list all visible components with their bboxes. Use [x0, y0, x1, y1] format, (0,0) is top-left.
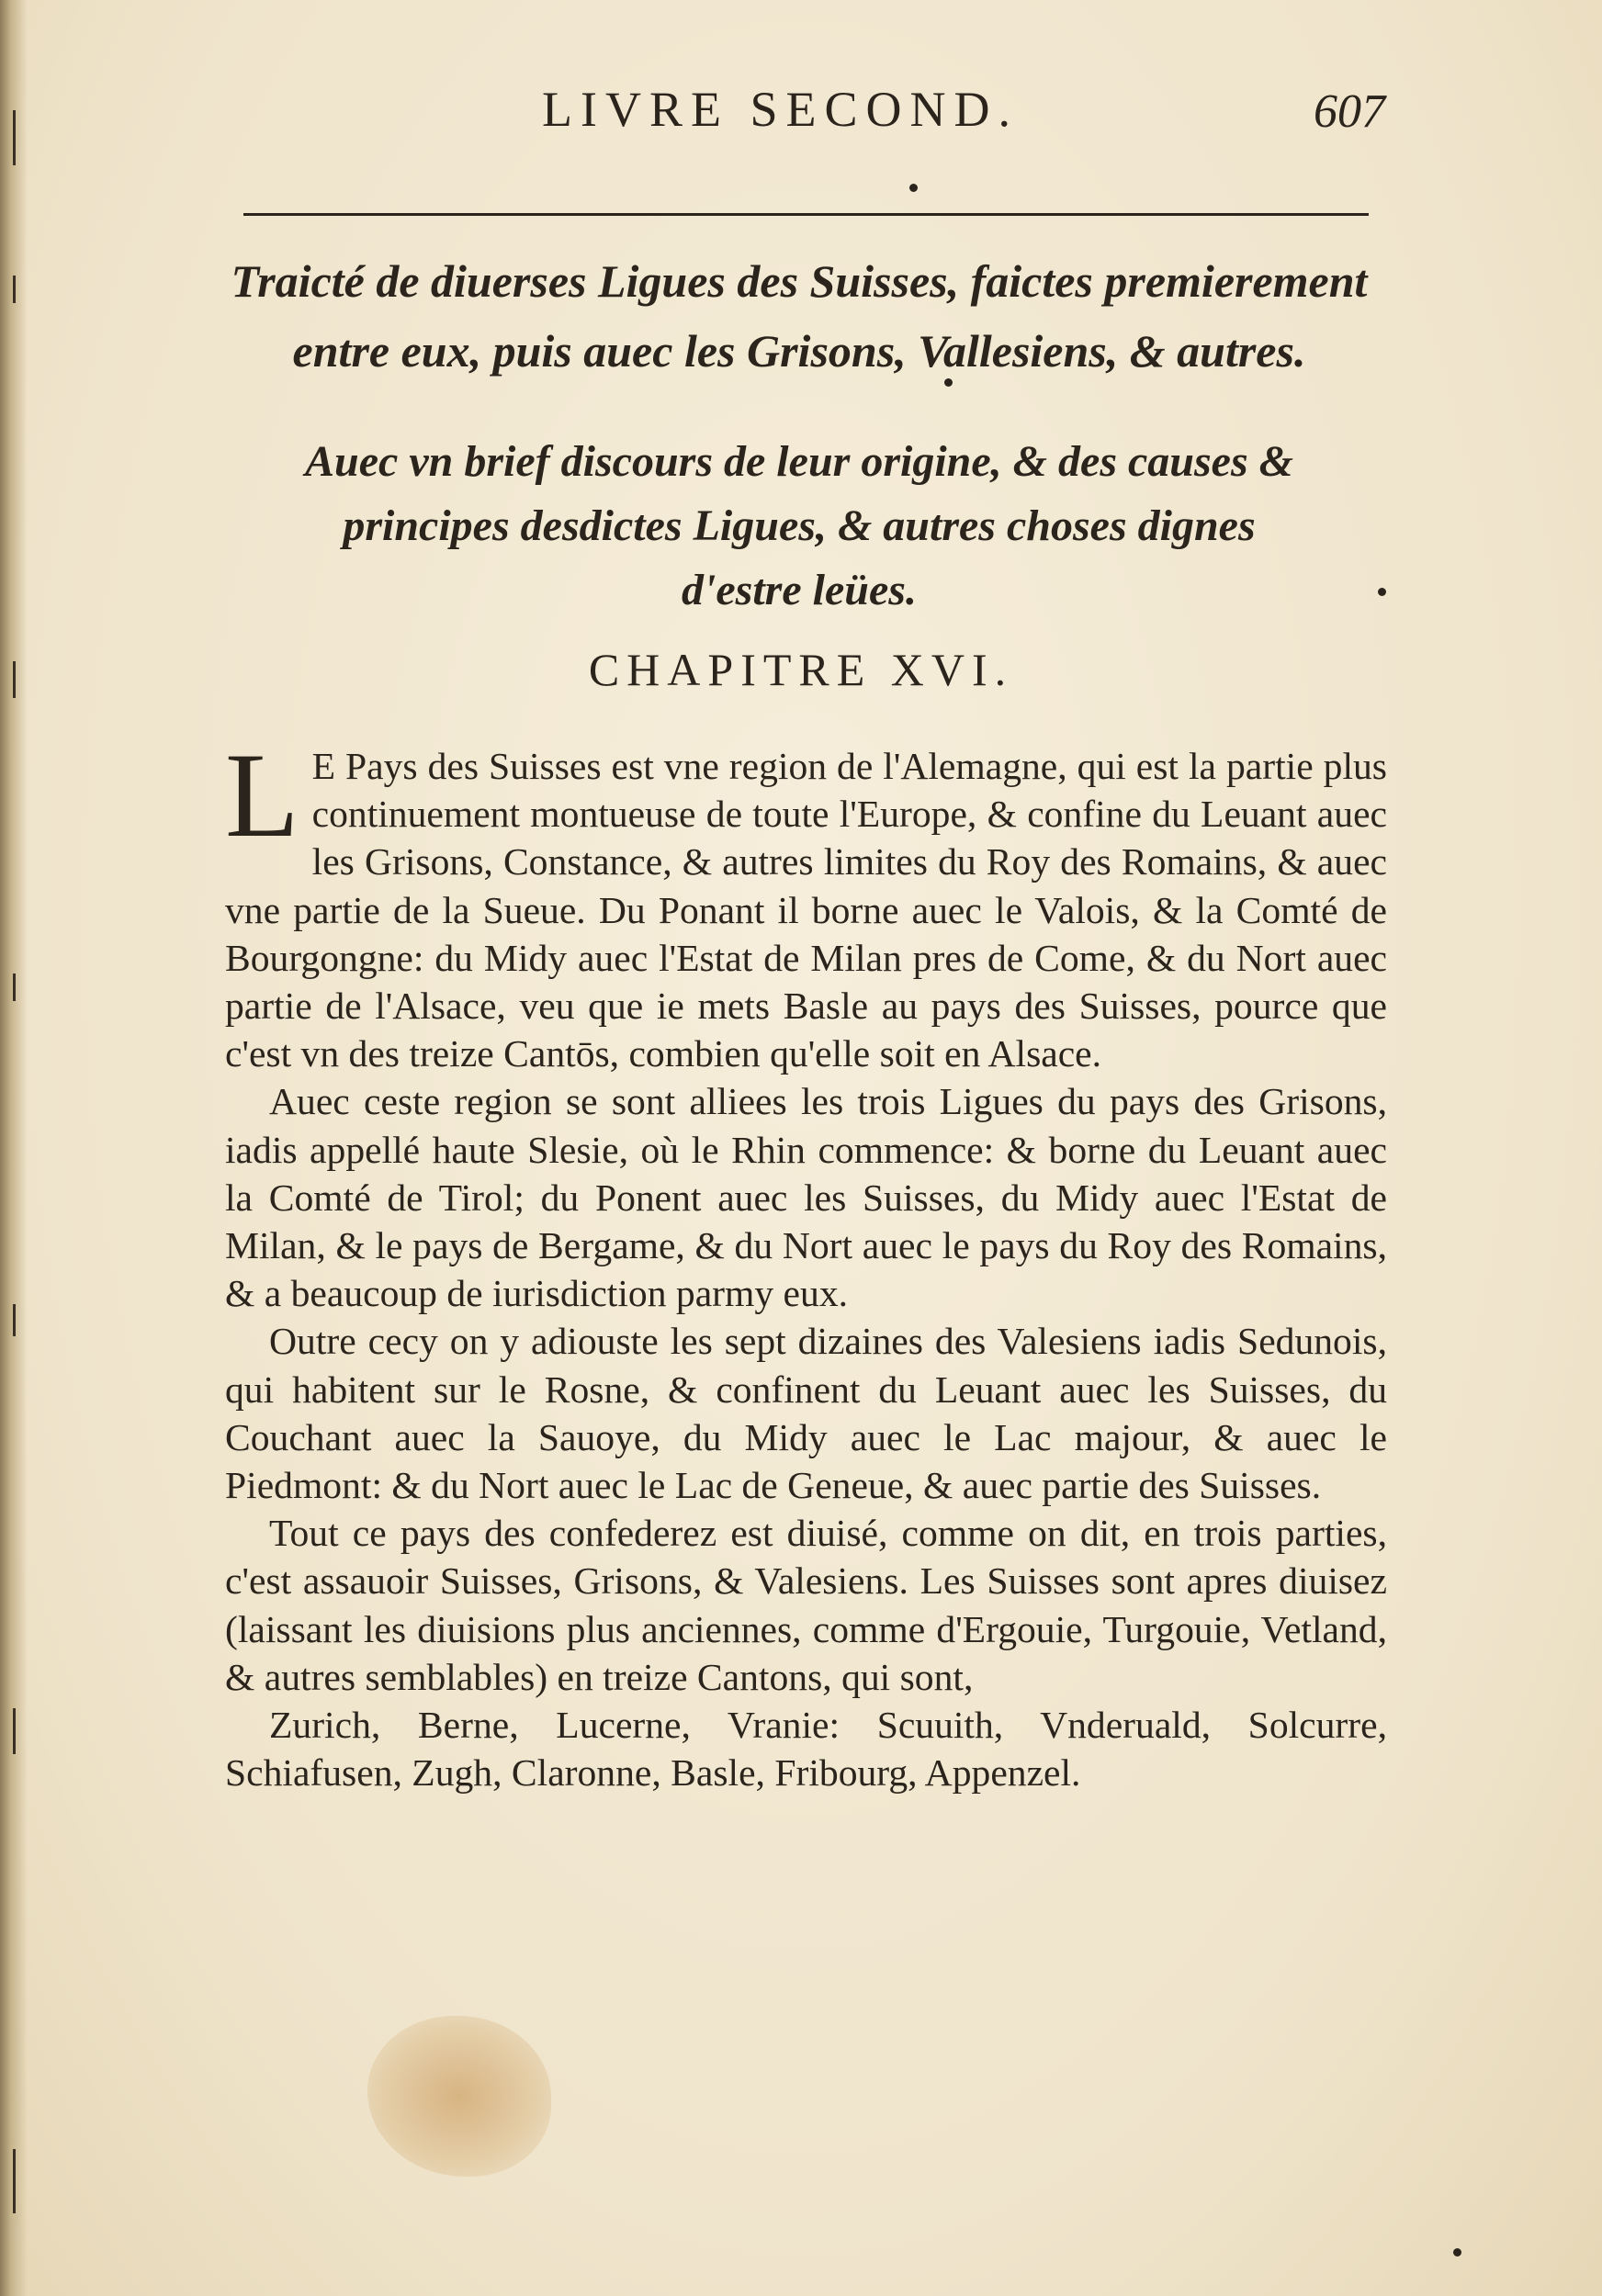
subtitle-line: Auec vn brief discours de leur origine, & des causes &	[305, 437, 1293, 486]
treatise-title	[184, 246, 1415, 386]
title-line: Traicté de diuerses Ligues des Suisses, faictes premierement	[231, 255, 1368, 307]
paragraph: Outre cecy on y adiouste les sept dizaines des Valesiens iadis Sedunois, qui habitent sur le Rosne, & confinent du Leuant auec les Suisses, du Couchant auec la Sauoye, du Midy auec le Lac majour, & auec le Piedmont: & du Nort auec le Lac de Geneue, & auec partie des Suisses.	[225, 1320, 1387, 1507]
subtitle-line: principes desdictes Ligues, & autres choses dignes	[343, 501, 1256, 550]
paragraph: Auec ceste region se sont alliees les trois Ligues du pays des Grisons, iadis appellé haute Slesie, où le Rhin commence: & borne du Leuant auec la Comté de Tirol; du Ponent auec les Suisses, du Midy auec l'Estat de Milan, & le pays de Bergame, & du Nort auec le pays du Roy des Romains, & a beaucoup de iurisdiction parmy eux.	[225, 1080, 1387, 1315]
binding-edge	[0, 0, 28, 2296]
page-number: 607	[1314, 85, 1385, 138]
margin-mark	[13, 1708, 16, 1754]
margin-mark	[13, 276, 16, 303]
ornament-dot	[944, 378, 953, 387]
margin-mark	[13, 2149, 16, 2213]
drop-cap: L	[225, 727, 299, 862]
paragraph-text: E Pays des Suisses est vne region de l'Alemagne, qui est la partie plus continuement montueuse de toute l'Europe, & confine du Leuant auec les Grisons, Constance, & autres limites du Roy des Romains, & auec vne partie de la Sueue. Du Ponant il borne auec le Valois, & la Comté de Bourgongne: du Midy auec l'Estat de Milan pres de Come, & du Nort auec partie de l'Alsace, veu que ie mets Basle au pays des Suisses, pource que c'est vn des treize Cantōs, combien qu'elle soit en Alsace.	[225, 745, 1387, 1075]
running-head: LIVRE SECOND.	[542, 82, 1019, 137]
header-rule	[243, 213, 1369, 216]
paragraph	[225, 727, 1387, 1077]
treatise-subtitle	[184, 430, 1415, 623]
ornament-dot	[909, 184, 918, 192]
margin-mark	[13, 974, 16, 1001]
margin-mark	[13, 110, 16, 165]
ornament-dot	[1378, 588, 1386, 596]
margin-mark	[13, 1304, 16, 1336]
paragraph: Tout ce pays des confederez est diuisé, comme on dit, en trois parties, c'est assauoir Suisses, Grisons, & Valesiens. Les Suisses sont apres diuisez (laissant les diuisions plus anciennes, comme d'Ergouie, Turgouie, Vetland, & autres semblables) en treize Cantons, qui sont,	[225, 1512, 1387, 1698]
chapter-heading: CHAPITRE XVI.	[588, 644, 1014, 695]
paper-stain	[367, 2016, 551, 2177]
ink-speck	[1453, 2248, 1461, 2257]
title-line: entre eux, puis auec les Grisons, Vallesiens, & autres.	[292, 325, 1306, 377]
paragraph: Zurich, Berne, Lucerne, Vranie: Scuuith, Vnderuald, Solcurre, Schiafusen, Zugh, Claronne, Basle, Fribourg, Appenzel.	[225, 1704, 1387, 1795]
body-text	[225, 727, 1387, 1796]
subtitle-line: d'estre leües.	[682, 566, 917, 614]
